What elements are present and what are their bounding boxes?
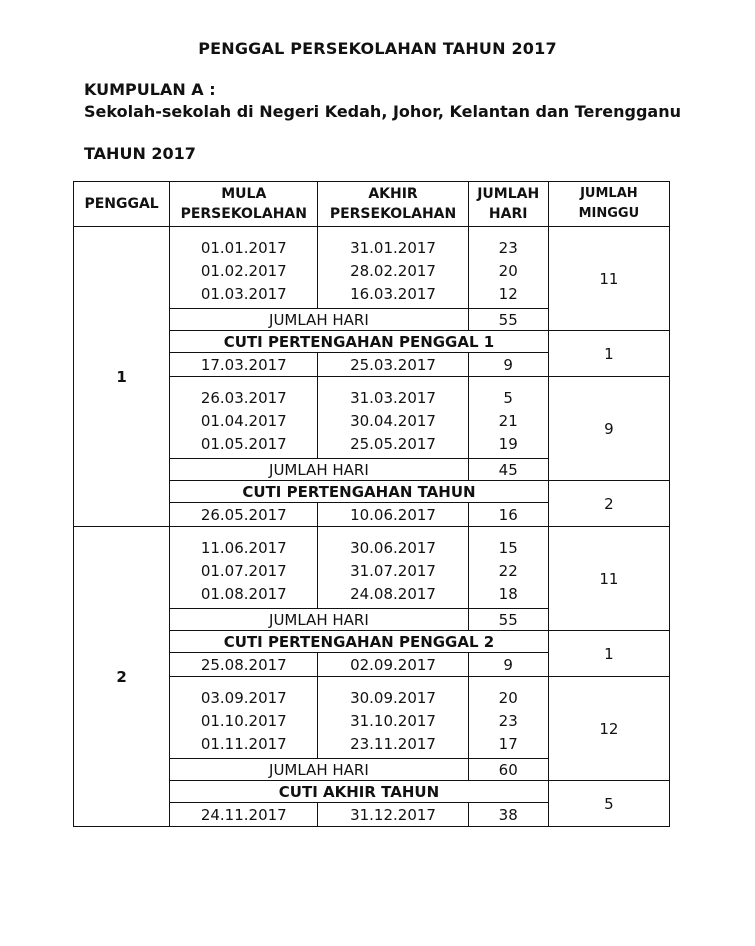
jumlah-hari-total: 45 <box>468 459 548 481</box>
date-block-row <box>74 227 670 309</box>
mula-value: 01.04.2017 <box>200 412 287 430</box>
mula-value: 01.10.2017 <box>200 712 287 730</box>
hari-value: 15 <box>498 539 518 557</box>
mula-value: 01.01.2017 <box>200 239 287 257</box>
cuti-mula: 25.08.2017 <box>170 653 318 677</box>
akhir-value: 30.04.2017 <box>350 412 436 430</box>
akhir-value: 28.02.2017 <box>350 262 436 280</box>
cuti-mula: 17.03.2017 <box>170 353 318 377</box>
header-akhir: AKHIR PERSEKOLAHAN <box>318 182 468 227</box>
date-block-akhir <box>318 527 468 609</box>
mula-value: 01.05.2017 <box>200 435 287 453</box>
mula-value: 26.03.2017 <box>200 389 287 407</box>
cuti-heading: CUTI PERTENGAHAN PENGGAL 1 <box>170 331 549 353</box>
date-block-mula <box>170 527 318 609</box>
akhir-value: 31.01.2017 <box>350 239 436 257</box>
date-block-mula <box>170 377 318 459</box>
hari-value: 19 <box>498 435 518 453</box>
akhir-value: 30.06.2017 <box>350 539 436 557</box>
cuti-heading: CUTI PERTENGAHAN TAHUN <box>170 481 549 503</box>
hari-value: 18 <box>498 585 518 603</box>
akhir-value: 24.08.2017 <box>350 585 436 603</box>
school-term-table <box>73 181 670 827</box>
mula-value: 01.03.2017 <box>200 285 287 303</box>
cuti-akhir: 25.03.2017 <box>318 353 468 377</box>
akhir-value: 30.09.2017 <box>350 689 436 707</box>
jumlah-hari-label: JUMLAH HARI <box>170 759 468 781</box>
jumlah-hari-label: JUMLAH HARI <box>170 609 468 631</box>
cuti-mula: 24.11.2017 <box>170 803 318 827</box>
mula-value: 01.02.2017 <box>200 262 287 280</box>
jumlah-hari-total: 55 <box>468 609 548 631</box>
hari-value: 21 <box>498 412 518 430</box>
jumlah-hari-total: 60 <box>468 759 548 781</box>
penggal-number: 1 <box>74 227 170 527</box>
page-title: PENGGAL PERSEKOLAHAN TAHUN 2017 <box>198 39 557 58</box>
date-block-mula <box>170 677 318 759</box>
group-label: KUMPULAN A : <box>84 80 216 99</box>
cuti-hari: 16 <box>468 503 548 527</box>
akhir-value: 16.03.2017 <box>350 285 436 303</box>
header-mula: MULA PERSEKOLAHAN <box>170 182 318 227</box>
hari-value: 22 <box>498 562 518 580</box>
jumlah-minggu-value: 12 <box>548 677 669 781</box>
jumlah-minggu-value: 11 <box>548 227 669 331</box>
jumlah-hari-label: JUMLAH HARI <box>170 459 468 481</box>
date-block-hari <box>468 677 548 759</box>
hari-value: 20 <box>498 262 518 280</box>
cuti-hari: 9 <box>468 653 548 677</box>
akhir-value: 31.10.2017 <box>350 712 436 730</box>
cuti-minggu-value: 1 <box>548 631 669 677</box>
cuti-heading: CUTI PERTENGAHAN PENGGAL 2 <box>170 631 549 653</box>
hari-value: 5 <box>503 389 513 407</box>
mula-value: 03.09.2017 <box>200 689 287 707</box>
cuti-heading: CUTI AKHIR TAHUN <box>170 781 549 803</box>
date-block-akhir <box>318 377 468 459</box>
hari-value: 17 <box>498 735 518 753</box>
mula-value: 01.07.2017 <box>200 562 287 580</box>
header-jumlah-minggu: JUMLAH MINGGU <box>548 182 669 227</box>
cuti-minggu-value: 2 <box>548 481 669 527</box>
jumlah-hari-label: JUMLAH HARI <box>170 309 468 331</box>
penggal-number: 2 <box>74 527 170 827</box>
date-block-akhir <box>318 227 468 309</box>
cuti-akhir: 31.12.2017 <box>318 803 468 827</box>
group-description: Sekolah-sekolah di Negeri Kedah, Johor, Kelantan dan Terengganu <box>84 102 681 121</box>
date-block-row <box>74 527 670 609</box>
jumlah-minggu-value: 9 <box>548 377 669 481</box>
date-block-hari <box>468 527 548 609</box>
mula-value: 11.06.2017 <box>200 539 287 557</box>
header-jumlah-hari: JUMLAH HARI <box>468 182 548 227</box>
cuti-hari: 38 <box>468 803 548 827</box>
cuti-minggu-value: 5 <box>548 781 669 827</box>
year-label: TAHUN 2017 <box>84 144 196 163</box>
cuti-akhir: 10.06.2017 <box>318 503 468 527</box>
hari-value: 12 <box>498 285 518 303</box>
hari-value: 23 <box>498 712 518 730</box>
akhir-value: 25.05.2017 <box>350 435 436 453</box>
hari-value: 20 <box>498 689 518 707</box>
date-block-mula <box>170 227 318 309</box>
cuti-mula: 26.05.2017 <box>170 503 318 527</box>
akhir-value: 31.03.2017 <box>350 389 436 407</box>
mula-value: 01.08.2017 <box>200 585 287 603</box>
akhir-value: 31.07.2017 <box>350 562 436 580</box>
date-block-akhir <box>318 677 468 759</box>
header-penggal: PENGGAL <box>74 182 170 227</box>
jumlah-minggu-value: 11 <box>548 527 669 631</box>
jumlah-hari-total: 55 <box>468 309 548 331</box>
hari-value: 23 <box>498 239 518 257</box>
cuti-akhir: 02.09.2017 <box>318 653 468 677</box>
cuti-hari: 9 <box>468 353 548 377</box>
mula-value: 01.11.2017 <box>200 735 287 753</box>
date-block-hari <box>468 227 548 309</box>
table-header-row <box>74 182 670 227</box>
cuti-minggu-value: 1 <box>548 331 669 377</box>
akhir-value: 23.11.2017 <box>350 735 436 753</box>
date-block-hari <box>468 377 548 459</box>
